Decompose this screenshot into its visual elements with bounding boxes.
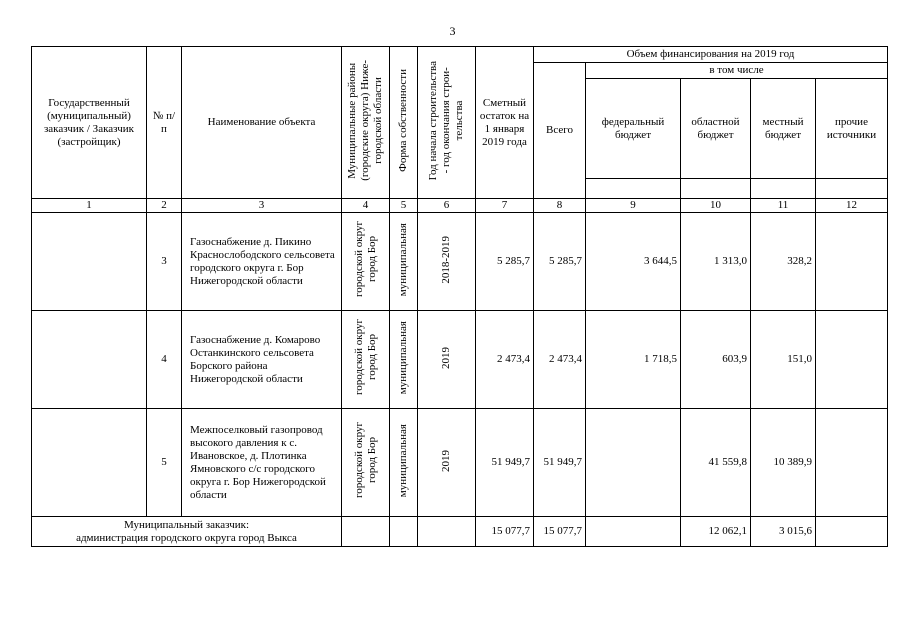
row-local: 328,2 bbox=[751, 213, 816, 311]
row-ownership-text: муниципальная bbox=[397, 320, 409, 395]
row-ownership bbox=[390, 311, 418, 409]
row-remainder: 51 949,7 bbox=[476, 409, 534, 517]
summary-regional: 12 062,1 bbox=[681, 517, 751, 547]
row-object-name: Межпоселковый газопровод высокого давления к с. Ивановское, д. Плотинка Ямновского с/с городского округа г. Бор Нижегородской области bbox=[182, 409, 342, 517]
column-number: 6 bbox=[418, 199, 476, 213]
column-number: 11 bbox=[751, 199, 816, 213]
page-number: 3 bbox=[449, 24, 456, 38]
header-other: прочие источники bbox=[816, 79, 888, 179]
row-number: 5 bbox=[147, 409, 182, 517]
row-object-name: Газоснабжение д. Пикино Краснослободского сельсовета городского округа г. Бор Нижегородской области bbox=[182, 213, 342, 311]
header-funding-2019: Объем финансирования на 2019 год bbox=[534, 47, 888, 63]
column-number: 8 bbox=[534, 199, 586, 213]
row-object-name: Газоснабжение д. Комарово Останкинского сельсовета Борского района Нижегородской области bbox=[182, 311, 342, 409]
summary-total: 15 077,7 bbox=[534, 517, 586, 547]
row-total: 51 949,7 bbox=[534, 409, 586, 517]
row-remainder: 2 473,4 bbox=[476, 311, 534, 409]
summary-customer: Муниципальный заказчик: администрация городского округа город Выкса bbox=[32, 517, 342, 547]
row-district-text: городской округ город Бор bbox=[352, 422, 378, 499]
header-object-name: Наименование объекта bbox=[182, 47, 342, 199]
header-number: № п/п bbox=[147, 47, 182, 199]
row-district-text: городской округ город Бор bbox=[352, 221, 378, 298]
column-number: 5 bbox=[390, 199, 418, 213]
row-customer bbox=[32, 311, 147, 409]
row-years-text: 2019 bbox=[440, 346, 452, 369]
header-federal: федеральный бюджет bbox=[586, 79, 681, 179]
row-district-text: городской округ город Бор bbox=[352, 319, 378, 396]
row-years bbox=[418, 311, 476, 409]
row-district bbox=[342, 311, 390, 409]
row-total: 2 473,4 bbox=[534, 311, 586, 409]
row-years bbox=[418, 213, 476, 311]
header-row-1 bbox=[32, 47, 888, 63]
column-number: 10 bbox=[681, 199, 751, 213]
row-regional: 603,9 bbox=[681, 311, 751, 409]
row-remainder: 5 285,7 bbox=[476, 213, 534, 311]
row-number: 3 bbox=[147, 213, 182, 311]
summary-local: 3 015,6 bbox=[751, 517, 816, 547]
row-years bbox=[418, 409, 476, 517]
row-other bbox=[816, 409, 888, 517]
header-total: Всего bbox=[534, 63, 586, 199]
column-number: 7 bbox=[476, 199, 534, 213]
header-years-text: Год начала строительства - год окончания строи- тельства bbox=[427, 60, 465, 181]
header-years bbox=[418, 47, 476, 199]
table-row bbox=[32, 311, 888, 409]
financing-table bbox=[31, 46, 888, 547]
row-regional: 1 313,0 bbox=[681, 213, 751, 311]
row-customer bbox=[32, 213, 147, 311]
row-other bbox=[816, 213, 888, 311]
header-estimate-remainder: Сметный остаток на 1 января 2019 года bbox=[476, 47, 534, 199]
row-federal bbox=[586, 409, 681, 517]
summary-district bbox=[342, 517, 390, 547]
row-federal: 1 718,5 bbox=[586, 311, 681, 409]
header-customer: Государственный (муниципальный) заказчик / Заказчик (застройщик) bbox=[32, 47, 147, 199]
column-number: 4 bbox=[342, 199, 390, 213]
table-row bbox=[32, 409, 888, 517]
row-years-text: 2018-2019 bbox=[440, 235, 452, 284]
header-ownership bbox=[390, 47, 418, 199]
row-federal: 3 644,5 bbox=[586, 213, 681, 311]
summary-remainder: 15 077,7 bbox=[476, 517, 534, 547]
row-ownership bbox=[390, 213, 418, 311]
header-including: в том числе bbox=[586, 63, 888, 79]
header-spacer bbox=[681, 179, 751, 199]
summary-federal bbox=[586, 517, 681, 547]
row-regional: 41 559,8 bbox=[681, 409, 751, 517]
row-total: 5 285,7 bbox=[534, 213, 586, 311]
header-local: местный бюджет bbox=[751, 79, 816, 179]
header-districts-text: Муниципальные районы (городские округа) Ниже- городской области bbox=[346, 60, 384, 181]
header-ownership-text: Форма собственности bbox=[397, 69, 409, 172]
table-row bbox=[32, 213, 888, 311]
summary-row bbox=[32, 517, 888, 547]
row-customer bbox=[32, 409, 147, 517]
row-district bbox=[342, 409, 390, 517]
header-spacer bbox=[586, 179, 681, 199]
column-number: 2 bbox=[147, 199, 182, 213]
column-number: 1 bbox=[32, 199, 147, 213]
summary-other bbox=[816, 517, 888, 547]
row-ownership bbox=[390, 409, 418, 517]
row-number: 4 bbox=[147, 311, 182, 409]
row-ownership-text: муниципальная bbox=[397, 423, 409, 498]
row-years-text: 2019 bbox=[440, 449, 452, 472]
summary-ownership bbox=[390, 517, 418, 547]
row-district bbox=[342, 213, 390, 311]
column-number: 3 bbox=[182, 199, 342, 213]
header-spacer bbox=[751, 179, 816, 199]
row-ownership-text: муниципальная bbox=[397, 222, 409, 297]
summary-years bbox=[418, 517, 476, 547]
header-spacer bbox=[816, 179, 888, 199]
column-numbers-row bbox=[32, 199, 888, 213]
column-number: 12 bbox=[816, 199, 888, 213]
header-regional: областной бюджет bbox=[681, 79, 751, 179]
row-local: 151,0 bbox=[751, 311, 816, 409]
column-number: 9 bbox=[586, 199, 681, 213]
header-districts bbox=[342, 47, 390, 199]
row-other bbox=[816, 311, 888, 409]
row-local: 10 389,9 bbox=[751, 409, 816, 517]
